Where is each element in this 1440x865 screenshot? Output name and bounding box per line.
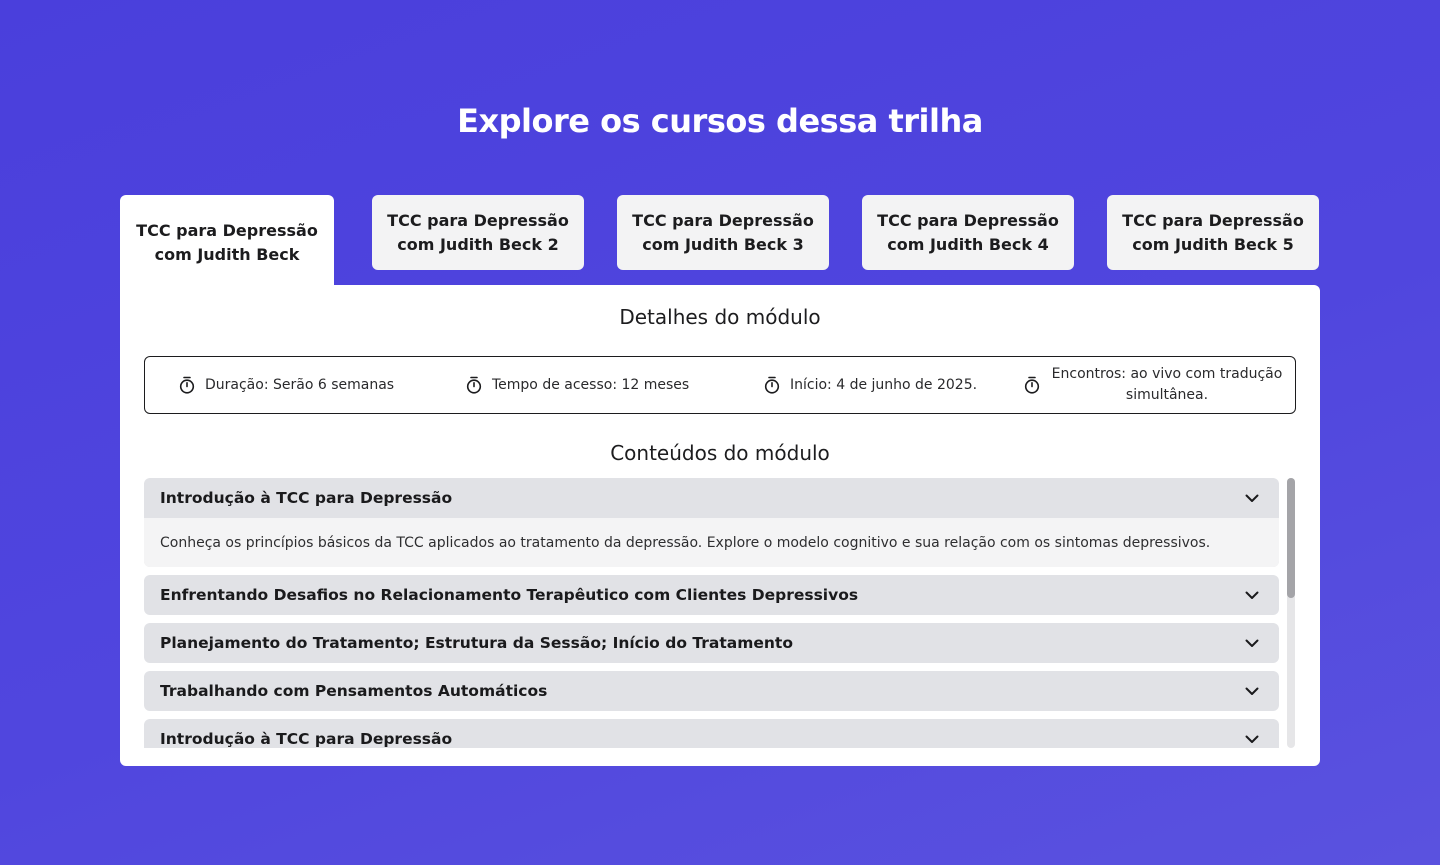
accordion-title: Enfrentando Desafios no Relacionamento Terapêutico com Clientes Depressivos: [160, 586, 859, 604]
timer-icon: [764, 376, 780, 394]
accordion-header[interactable]: [144, 671, 1279, 711]
page-title: Explore os cursos dessa trilha: [457, 102, 983, 140]
tab-label-line1: TCC para Depressão: [387, 210, 569, 230]
detail-text-line1: Encontros: ao vivo com tradução: [1051, 366, 1283, 382]
accordion-item: [144, 575, 1279, 615]
tab-label-line1: TCC para Depressão: [136, 221, 318, 240]
accordion-item: [144, 671, 1279, 711]
details-title: Detalhes do módulo: [619, 305, 821, 329]
detail-text: Início: 4 de junho de 2025.: [790, 376, 978, 393]
tab-course-3[interactable]: [617, 195, 829, 270]
accordion-title: Introdução à TCC para Depressão: [160, 730, 453, 748]
tab-course-5[interactable]: [1107, 195, 1319, 270]
accordion-title: Planejamento do Tratamento; Estrutura da Sessão; Início do Tratamento: [160, 634, 793, 652]
tab-label-line1: TCC para Depressão: [1122, 210, 1304, 230]
accordion-header[interactable]: [144, 478, 1279, 518]
scrollbar-thumb[interactable]: [1287, 478, 1295, 598]
accordion-item: [144, 623, 1279, 663]
course-panel: [120, 285, 1320, 766]
detail-access-time: [466, 375, 689, 396]
detail-duration: [179, 375, 394, 396]
accordion-header[interactable]: [144, 719, 1279, 748]
timer-icon: [179, 376, 195, 394]
accordion-header[interactable]: [144, 575, 1279, 615]
chevron-down-icon[interactable]: [1245, 687, 1259, 696]
chevron-down-icon[interactable]: [1245, 639, 1259, 648]
detail-text: Duração: Serão 6 semanas: [205, 376, 395, 393]
contents-title: Conteúdos do módulo: [610, 441, 830, 465]
tab-label-line2: com Judith Beck: [154, 245, 300, 264]
accordion-header[interactable]: [144, 623, 1279, 663]
detail-start-date: [764, 375, 977, 396]
chevron-down-icon[interactable]: [1245, 591, 1259, 600]
tab-course-4[interactable]: [862, 195, 1074, 270]
timer-icon: [1024, 376, 1040, 394]
detail-text: Tempo de acesso: 12 meses: [492, 376, 690, 393]
chevron-down-icon[interactable]: [1245, 735, 1259, 744]
accordion-title: Introdução à TCC para Depressão: [160, 489, 453, 507]
scrollbar-track[interactable]: [1287, 478, 1295, 748]
accordion-item: [144, 719, 1279, 748]
tab-label-line1: TCC para Depressão: [632, 210, 814, 230]
tab-label-line2: com Judith Beck 2: [397, 234, 559, 254]
contents-list[interactable]: [144, 478, 1296, 748]
tab-label-line2: com Judith Beck 3: [642, 234, 804, 254]
detail-meetings: [1024, 364, 1284, 406]
tab-label-line1: TCC para Depressão: [877, 210, 1059, 230]
details-box: [144, 356, 1296, 414]
accordion-item: [144, 478, 1279, 567]
accordion-body: Conheça os princípios básicos da TCC aplicados ao tratamento da depressão. Explore o modelo cognitivo e sua relação com os sintomas depressivos.: [144, 518, 1279, 567]
tab-course-2[interactable]: [372, 195, 584, 270]
timer-icon: [466, 376, 482, 394]
accordion-title: Trabalhando com Pensamentos Automáticos: [160, 682, 548, 700]
tab-label-line2: com Judith Beck 4: [887, 234, 1049, 254]
tab-label-line2: com Judith Beck 5: [1132, 234, 1294, 254]
chevron-down-icon[interactable]: [1245, 494, 1259, 503]
detail-text: [1050, 364, 1284, 406]
detail-text-line2: simultânea.: [1125, 387, 1209, 403]
tab-course-1[interactable]: [120, 195, 334, 295]
